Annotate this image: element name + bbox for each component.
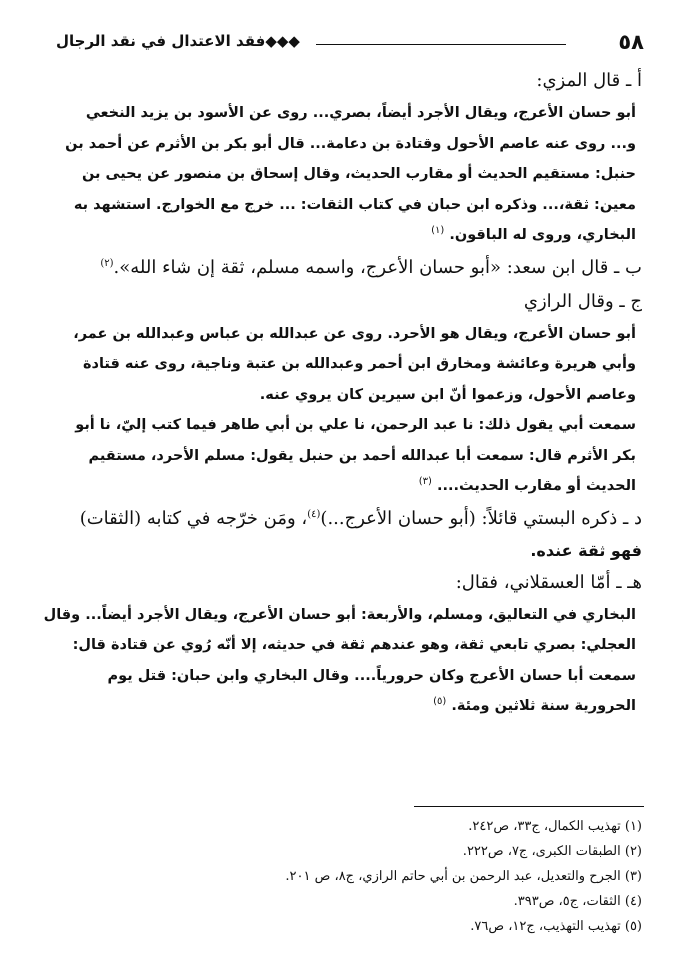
- section-e-heading: هـ ـ أمّا العسقلاني، فقال:: [455, 571, 642, 593]
- footnotes: [40, 814, 642, 939]
- footnote-ref-5: (٥): [433, 696, 447, 708]
- section-e-line-text: الحرورية سنة ثلاثين ومئة.: [451, 698, 636, 714]
- section-a-line: حنبل: مستقيم الحديث أو مقارب الحديث، وقال إسحاق بن منصور عن يحيى بن: [82, 166, 636, 182]
- section-e-line: سمعت أبا حسان الأعرج وكان حرورياً.... وقال البخاري وابن حبان: قتل يوم: [107, 667, 636, 684]
- section-a-quote: [40, 98, 642, 251]
- section-c-line: وعاصم الأحول، وزعموا أنّ ابن سيرين كان يروي عنه.: [259, 386, 636, 403]
- section-a-line: و... روى عنه عاصم الأحول وقتادة بن دعامة... قال أبو بكر بن الأثرم عن أحمد بن: [65, 135, 636, 152]
- section-e-line: العجلي: بصري تابعي ثقة، وهو عندهم ثقة في حديثه، إلا أنّه رُوي عن قتادة قال:: [72, 637, 636, 653]
- footnote-ref-2: (٢): [100, 257, 114, 269]
- section-a-line-text: البخاري، وروى له الباقون.: [449, 227, 636, 243]
- section-e-line: البخاري في التعاليق، ومسلم، والأربعة: أبو حسان الأعرج، ويقال الأجرد أيضاً... وقال: [43, 606, 636, 623]
- footnote: (٤) الثقات، ج٥، ص٣٩٣.: [513, 894, 642, 909]
- section-a-heading: أ ـ قال المزي:: [536, 70, 642, 91]
- section-e-line-last: [40, 691, 642, 722]
- section-c-line: وأبي هريرة وعائشة ومخارق ابن أحمر وعبدالله بن عتبة وناجية، روى عنه قتادة: [82, 356, 636, 372]
- footnote: (٥) تهذيب التهذيب، ج١٢، ص٧٦.: [470, 919, 642, 934]
- footnote-ref-4: (٤): [307, 508, 321, 520]
- section-e-quote: [40, 600, 642, 722]
- section-d-text-b: ، ومَن خرّجه في كتابه (الثقات): [79, 507, 308, 529]
- page-header: [56, 30, 644, 58]
- footnote-ref-1: (١): [431, 225, 445, 237]
- footnote-separator: [414, 806, 644, 807]
- header-rule: [316, 44, 566, 45]
- section-c-line-last: [40, 471, 642, 502]
- footnote-ref-3: (٣): [418, 476, 432, 488]
- section-c-line-text: الحديث أو مقارب الحديث....: [436, 478, 636, 494]
- page-number: ٥٨: [618, 30, 644, 54]
- section-d-text-a: د ـ ذكره البستي قائلاً: (أبو حسان الأعرج...): [320, 507, 642, 529]
- section-a-line: معين: ثقة،... وذكره ابن حبان في كتاب الثقات: ... خرج مع الخوارج. استشهد به: [73, 196, 636, 213]
- section-c-line: أبو حسان الأعرج، ويقال هو الأحرد. روى عن عبدالله بن عباس وعبدالله بن عمر،: [73, 325, 636, 342]
- section-c-heading: ج ـ وقال الرازي: [523, 290, 642, 312]
- section-b-text: ب ـ قال ابن سعد: «أبو حسان الأعرج، واسمه مسلم، ثقة إن شاء الله».: [113, 256, 642, 278]
- section-a-line: أبو حسان الأعرج، ويقال الأجرد أيضاً، بصري... روى عن الأسود بن يزيد النخعي: [85, 105, 636, 121]
- section-b: [40, 251, 642, 285]
- footnote: (٢) الطبقات الكبرى، ج٧، ص٢٢٢.: [462, 844, 642, 859]
- section-c-line: سمعت أبي يقول ذلك: نا عبد الرحمن، نا علي بن أبي طاهر فيما كتب إليّ، نا أبو: [75, 417, 636, 433]
- page-body: [40, 64, 642, 722]
- footnote: (٣) الجرح والتعديل، عبد الرحمن بن أبي حاتم الرازي، ج٨، ص ٢٠١.: [285, 869, 642, 884]
- section-c-quote: [40, 319, 642, 502]
- section-d-line: [40, 502, 642, 536]
- footnote: (١) تهذيب الكمال، ج٣٣، ص٢٤٢.: [468, 819, 642, 834]
- running-head: ◆◆◆فقد الاعتدال في نقد الرجال: [56, 32, 300, 50]
- section-a-line-last: [40, 220, 642, 251]
- section-c-line: بكر الأثرم قال: سمعت أبا عبدالله أحمد بن حنبل يقول: مسلم الأحرد، مستقيم: [88, 447, 636, 464]
- section-d-conclusion: فهو ثقة عنده.: [530, 540, 642, 560]
